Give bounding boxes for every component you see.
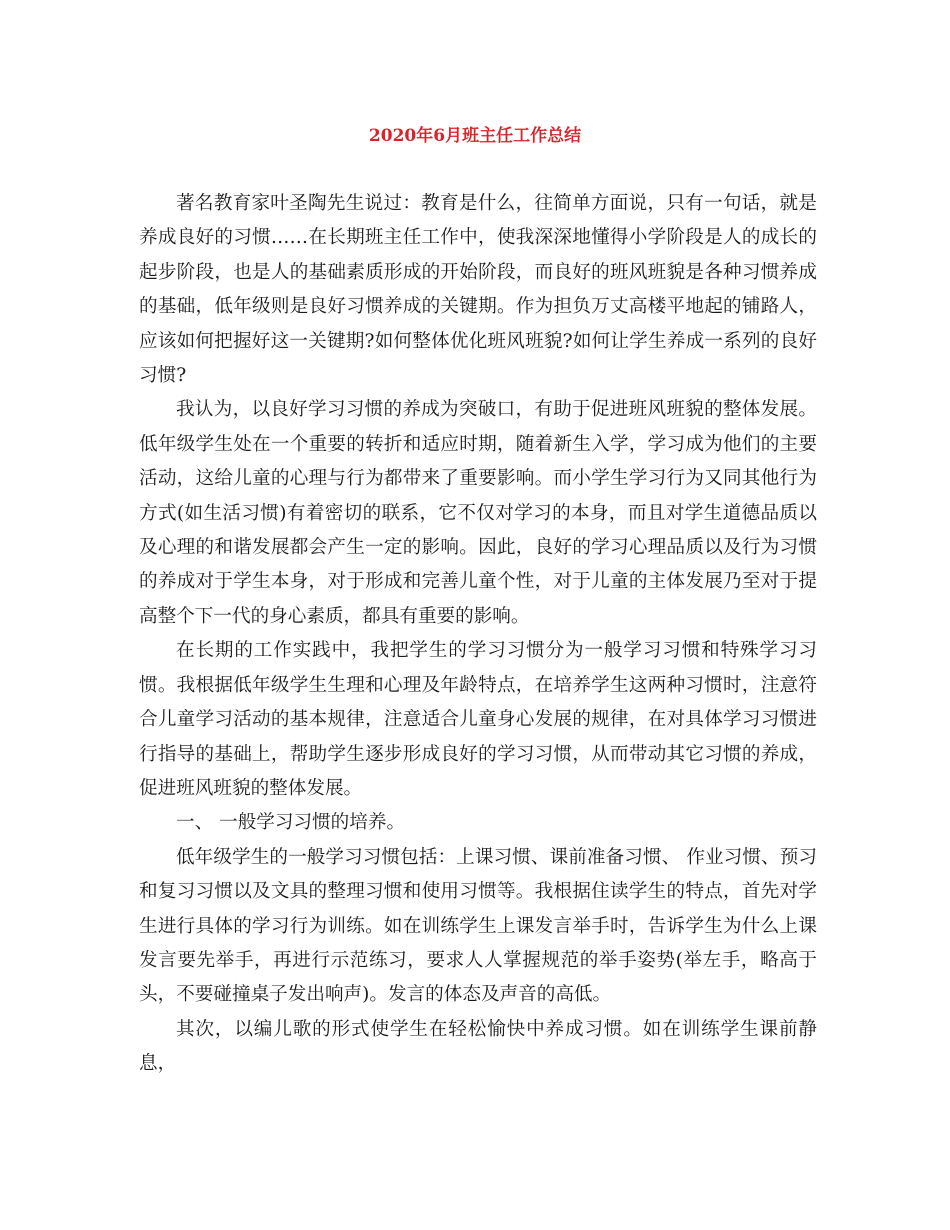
paragraph-4: 低年级学生的一般学习习惯包括：上课习惯、课前准备习惯、 作业习惯、预习和复习习惯以及文具的整理习惯和使用习惯等。我根据住读学生的特点，首先对学生进行具体的学习行为训练。如在训练学生上课发言举手时，告诉学生为什么上课发言要先举手，再进行示范练习，要求人人掌握规范的举手姿势(举左手，略高于头，不要碰撞桌子发出响声)。发言的体态及声音的高低。 [139,846,817,1006]
section-heading-1: 一、 一般学习习惯的培养。 [176,812,406,834]
paragraph-1: 著名教育家叶圣陶先生说过：教育是什么，往简单方面说，只有一句话，就是养成良好的习惯……在长期班主任工作中，使我深深地懂得小学阶段是人的成长的起步阶段，也是人的基础素质形成的开始阶段，而良好的班风班貌是各种习惯养成的基础，低年级则是良好习惯养成的关键期。作为担负万丈高楼平地起的铺路人，应该如何把握好这一关键期?如何整体优化班风班貌?如何让学生养成一系列的良好习惯? [139,193,817,387]
paragraph-3: 在长期的工作实践中，我把学生的学习习惯分为一般学习习惯和特殊学习习惯。我根据低年级学生生理和心理及年龄特点，在培养学生这两种习惯时，注意符合儿童学习活动的基本规律，注意适合儿童身心发展的规律，在对具体学习习惯进行指导的基础上，帮助学生逐步形成良好的学习习惯，从而带动其它习惯的养成，促进班风班貌的整体发展。 [139,640,817,799]
paragraph-5: 其次，以编儿歌的形式使学生在轻松愉快中养成习惯。如在训练学生课前静息， [139,1018,817,1075]
document-title: 2020年6月班主任工作总结 [368,126,582,146]
document-body [139,187,817,1082]
paragraph-2: 我认为，以良好学习习惯的养成为突破口，有助于促进班风班貌的整体发展。低年级学生处在一个重要的转折和适应时期，随着新生入学，学习成为他们的主要活动，这给儿童的心理与行为都带来了重要影响。而小学生学习行为又同其他行为方式(如生活习惯)有着密切的联系，它不仅对学习的本身，而且对学生道德品质以及心理的和谐发展都会产生一定的影响。因此，良好的学习心理品质以及行为习惯的养成对于学生本身，对于形成和完善儿童个性，对于儿童的主体发展乃至对于提高整个下一代的身心素质，都具有重要的影响。 [139,399,817,627]
